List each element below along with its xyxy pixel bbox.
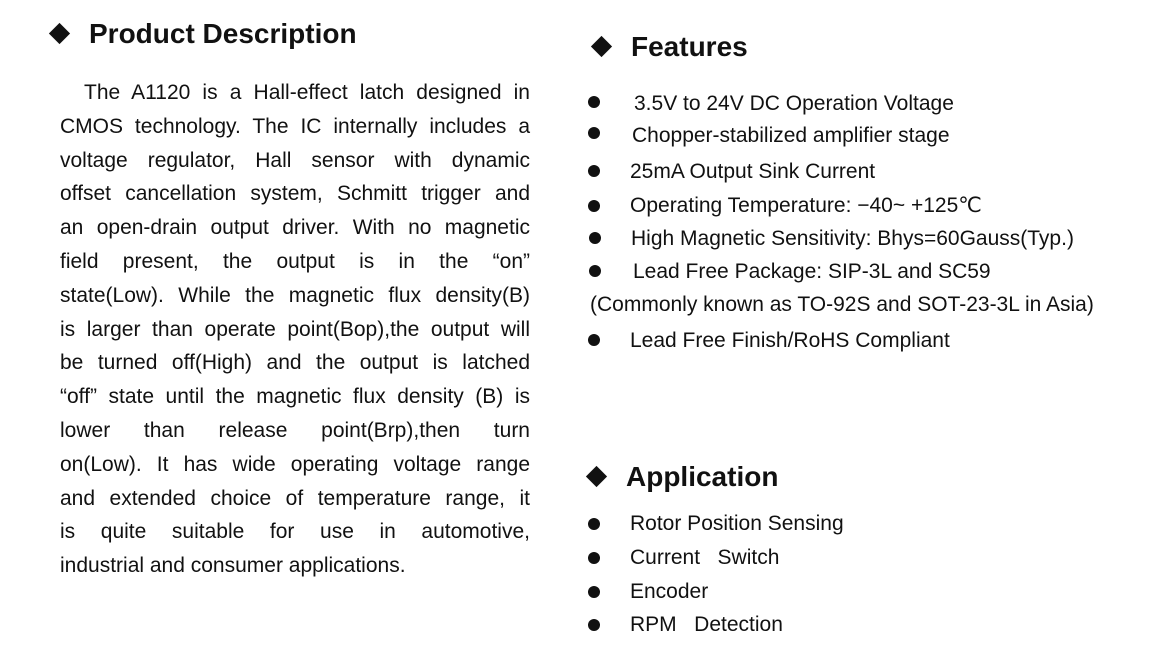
description-line: The A1120 is a Hall-effect latch designed in: [84, 81, 530, 104]
description-line: lower than release point(Brp),then turn: [60, 418, 530, 442]
description-line: voltage regulator, Hall sensor with dynamic: [60, 148, 530, 172]
application-title: Application: [626, 461, 779, 492]
product-description-heading: [52, 17, 357, 51]
bullet-icon: [588, 518, 600, 530]
feature-item: 25mA Output Sink Current: [630, 160, 876, 183]
bullet-icon: [588, 127, 600, 139]
bullet-icon: [588, 96, 600, 108]
bullet-icon: [588, 200, 600, 212]
diamond-bullet-icon: [586, 466, 607, 487]
features-title: Features: [631, 31, 748, 62]
description-line: “off” state until the magnetic flux density (B) is: [60, 385, 530, 409]
description-line: on(Low). It has wide operating voltage range: [60, 452, 530, 476]
feature-item: Lead Free Package: SIP-3L and SC59: [633, 260, 991, 283]
product-description-body: [60, 76, 530, 583]
bullet-icon: [588, 586, 600, 598]
bullet-icon: [589, 232, 601, 244]
description-line: is quite suitable for use in automotive,: [60, 520, 530, 544]
bullet-icon: [588, 334, 600, 346]
features-heading: [594, 30, 748, 64]
feature-item-continuation: (Commonly known as TO-92S and SOT-23-3L in Asia): [590, 293, 1094, 316]
application-item: Encoder: [630, 580, 709, 603]
diamond-bullet-icon: [49, 23, 70, 44]
feature-item: Operating Temperature: −40~ +125℃: [630, 194, 982, 217]
product-description-title: Product Description: [89, 18, 357, 49]
description-line: industrial and consumer applications.: [60, 554, 406, 578]
description-line: and extended choice of temperature range, it: [60, 486, 530, 510]
description-line: field present, the output is in the “on”: [60, 249, 530, 273]
application-item: RPM Detection: [630, 613, 783, 636]
feature-item: Chopper-stabilized amplifier stage: [632, 124, 950, 147]
feature-item: High Magnetic Sensitivity: Bhys=60Gauss(Typ.): [631, 227, 1074, 250]
description-line: CMOS technology. The IC internally includes a: [60, 114, 530, 138]
bullet-icon: [588, 619, 600, 631]
description-line: state(Low). While the magnetic flux density(B): [60, 283, 530, 307]
application-item: Current Switch: [630, 546, 780, 569]
bullet-icon: [588, 165, 600, 177]
description-line: an open-drain output driver. With no magnetic: [60, 216, 530, 240]
feature-item: Lead Free Finish/RoHS Compliant: [630, 329, 950, 352]
description-line: be turned off(High) and the output is latched: [60, 351, 530, 375]
application-item: Rotor Position Sensing: [630, 512, 844, 535]
diamond-bullet-icon: [591, 36, 612, 57]
application-heading: [589, 460, 778, 494]
bullet-icon: [588, 552, 600, 564]
feature-item: 3.5V to 24V DC Operation Voltage: [634, 92, 954, 115]
bullet-icon: [589, 265, 601, 277]
description-line: offset cancellation system, Schmitt trigger and: [60, 182, 530, 206]
description-line: is larger than operate point(Bop),the output will: [60, 317, 530, 341]
